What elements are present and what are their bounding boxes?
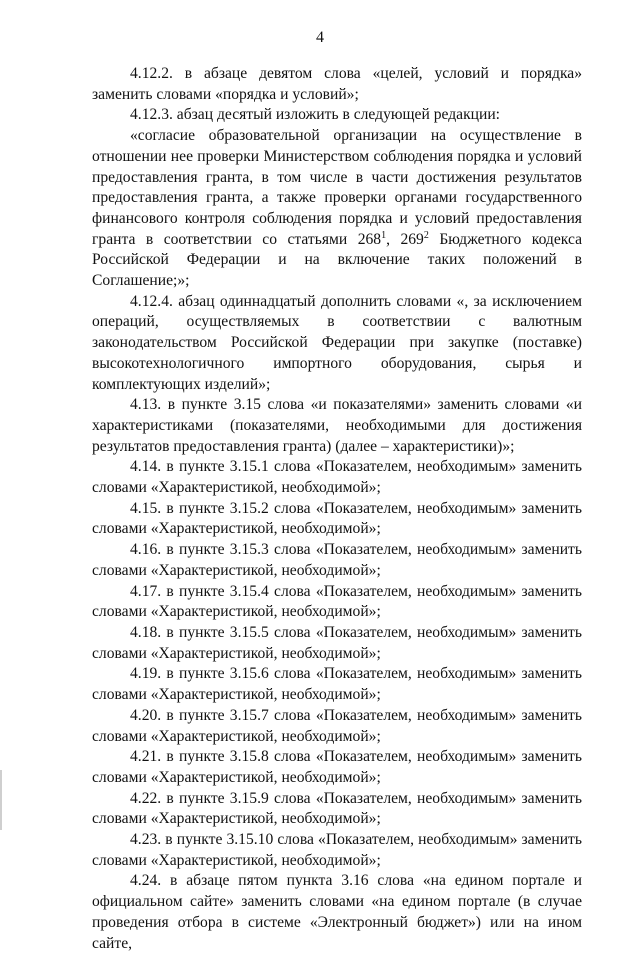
scan-edge-mark	[0, 770, 2, 830]
paragraph-4-23: 4.23. в пункте 3.15.10 слова «Показателем, необходимым» заменить словами «Характеристикой, необходимой»;	[92, 831, 582, 869]
paragraph-4-17: 4.17. в пункте 3.15.4 слова «Показателем, необходимым» заменить словами «Характеристикой, необходимой»;	[92, 582, 582, 621]
paragraph-4-12-3: 4.12.3. абзац десятый изложить в следующей редакции:	[130, 106, 501, 124]
quote-text-part-3: Бюджетного кодекса Российской Федерации и на включение таких положений в Соглашение;»;	[92, 230, 583, 290]
page-number: 4	[316, 29, 324, 46]
footnote-superscript-1: 1	[381, 229, 387, 241]
paragraph-4-24: 4.24. в абзаце пятом пункта 3.16 слова «на едином портале и официальном сайте» заменить словами «на едином портале (в случае проведения отбора в системе «Электронный бюджет») или на ином сайте,	[92, 872, 582, 952]
paragraph-4-19: 4.19. в пункте 3.15.6 слова «Показателем, необходимым» заменить словами «Характеристикой, необходимой»;	[92, 665, 582, 704]
document-body	[92, 64, 582, 954]
paragraph-4-18: 4.18. в пункте 3.15.5 слова «Показателем, необходимым» заменить словами «Характеристикой, необходимой»;	[92, 623, 582, 662]
paragraph-4-16: 4.16. в пункте 3.15.3 слова «Показателем, необходимым» заменить словами «Характеристикой, необходимой»;	[92, 541, 582, 579]
paragraph-4-21: 4.21. в пункте 3.15.8 слова «Показателем, необходимым» заменить словами «Характеристикой, необходимой»;	[92, 748, 582, 786]
paragraph-4-14: 4.14. в пункте 3.15.1 слова «Показателем, необходимым» заменить словами «Характеристикой, необходимой»;	[92, 458, 582, 497]
paragraph-4-13: 4.13. в пункте 3.15 слова «и показателями» заменить словами «и характеристиками (показателями, необходимыми для достижения результатов предоставления гранта) (далее – характеристики)»;	[92, 396, 582, 455]
quote-text-part-1: «согласие образовательной организации на осуществление в отношении нее проверки Министерством соблюдения порядка и условий предоставления гранта, в том числе в части достижения результатов предоставления гранта, а также проверки органами государственного финансового контроля соблюдения порядка и условий предоставления гранта в соответствии со статьями 268	[92, 127, 582, 248]
quote-text-part-2: , 269	[386, 230, 424, 248]
paragraph-4-22: 4.22. в пункте 3.15.9 слова «Показателем, необходимым» заменить словами «Характеристикой, необходимой»;	[92, 789, 582, 828]
paragraph-4-20: 4.20. в пункте 3.15.7 слова «Показателем, необходимым» заменить словами «Характеристикой, необходимой»;	[92, 706, 582, 745]
footnote-superscript-2: 2	[423, 229, 429, 241]
paragraph-4-12-2: 4.12.2. в абзаце девятом слова «целей, условий и порядка» заменить словами «порядка и условий»;	[92, 65, 582, 103]
paragraph-4-15: 4.15. в пункте 3.15.2 слова «Показателем, необходимым» заменить словами «Характеристикой, необходимой»;	[92, 499, 582, 538]
paragraph-4-12-4: 4.12.4. абзац одиннадцатый дополнить словами «, за исключением операций, осуществляемых в соответствии с валютным законодательством Российской Федерации при закупке (поставке) высокотехнологичного импортного оборудования, сырья и комплектующих изделий»;	[92, 292, 582, 393]
paragraph-quote	[92, 126, 582, 292]
